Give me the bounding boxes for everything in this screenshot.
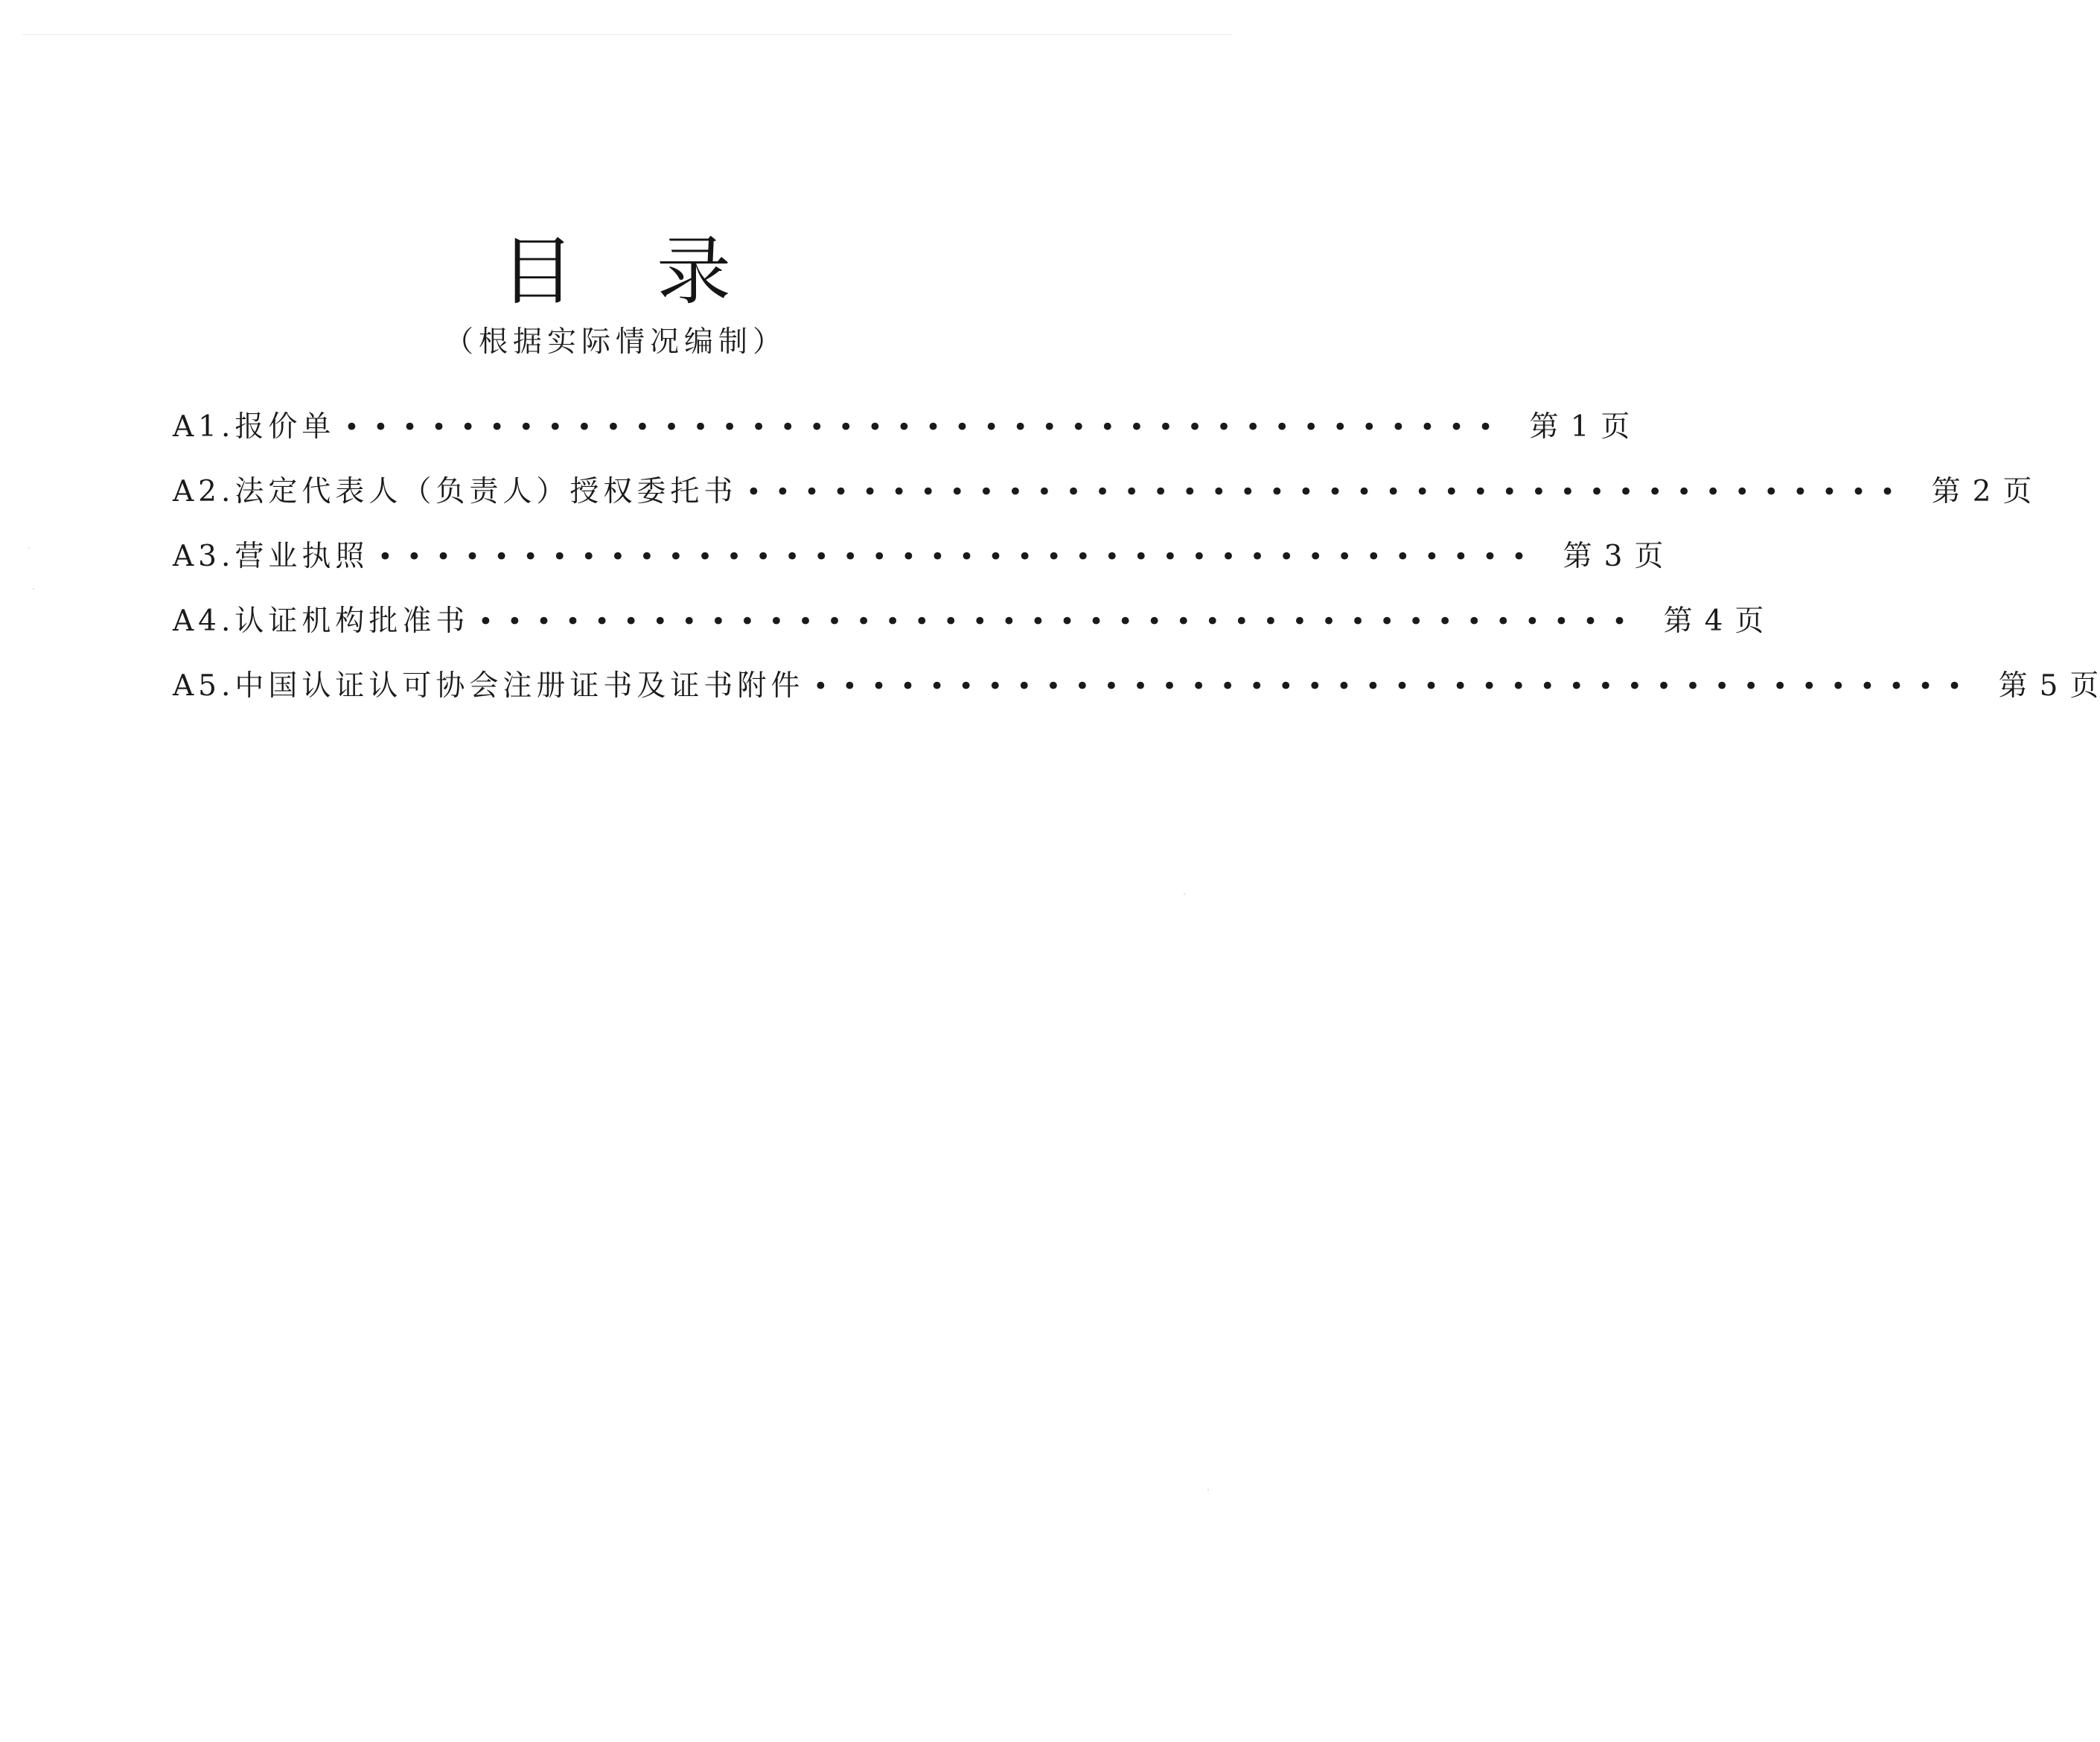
scan-speck — [33, 588, 34, 590]
toc-entry-a5[interactable] — [173, 654, 2100, 718]
page-number: 5 — [2039, 669, 2060, 703]
toc-page-ref — [1999, 671, 2100, 701]
toc-entry-a4[interactable] — [173, 589, 1766, 654]
page-suffix: 页 — [2069, 669, 2100, 703]
page-subtitle: （根据实际情况编制） — [444, 325, 787, 359]
toc-page-ref — [1563, 542, 1665, 571]
title-char-2: 录 — [657, 228, 731, 315]
page-number: 1 — [1570, 410, 1591, 444]
scan-speck — [1207, 1489, 1209, 1490]
title-char-1: 目 — [500, 228, 575, 315]
scan-speck — [1184, 893, 1185, 895]
page-number: 4 — [1704, 604, 1725, 638]
toc-leader-dots: •••••••••••••••••••••••••••••••••••••••• — [478, 606, 1641, 636]
toc-entry-a2[interactable] — [173, 459, 2034, 524]
page-prefix: 第 — [1663, 604, 1694, 638]
toc-entry-label: A5.中国认证认可协会注册证书及证书附件 — [173, 669, 805, 703]
scan-edge-line — [22, 34, 1231, 35]
table-of-contents — [173, 395, 2100, 718]
page-prefix: 第 — [1529, 410, 1560, 444]
toc-leader-dots: •••••••••••••••••••••••••••••••••••••••• — [813, 671, 1976, 701]
toc-leader-dots: •••••••••••••••••••••••••••••••••••••••• — [344, 412, 1507, 442]
page-number: 3 — [1603, 540, 1624, 573]
toc-page-ref — [1932, 477, 2034, 506]
toc-entry-label: A2.法定代表人（负责人）授权委托书 — [173, 475, 738, 508]
page-suffix: 页 — [1734, 604, 1766, 638]
page-prefix: 第 — [1563, 540, 1594, 573]
toc-entry-label: A3.营业执照 — [173, 540, 369, 573]
page-prefix: 第 — [1998, 669, 2029, 703]
toc-entry-a3[interactable] — [173, 524, 1665, 589]
page-suffix: 页 — [1600, 410, 1632, 444]
page-prefix: 第 — [1931, 475, 1962, 508]
scan-speck — [28, 547, 30, 549]
page-suffix: 页 — [2002, 475, 2034, 508]
toc-page-ref — [1663, 604, 1766, 638]
page-title — [0, 223, 1231, 320]
toc-entry-label: A4.认证机构批准书 — [173, 604, 470, 638]
page-number: 2 — [1972, 475, 1993, 508]
toc-page-ref — [1529, 410, 1632, 444]
toc-leader-dots: •••••••••••••••••••••••••••••••••••••••• — [377, 541, 1541, 572]
toc-entry-label: A1.报价单 — [173, 410, 336, 444]
toc-leader-dots: •••••••••••••••••••••••••••••••••••••••• — [746, 476, 1909, 507]
page-suffix: 页 — [1634, 540, 1665, 573]
toc-entry-a1[interactable] — [173, 395, 1632, 459]
